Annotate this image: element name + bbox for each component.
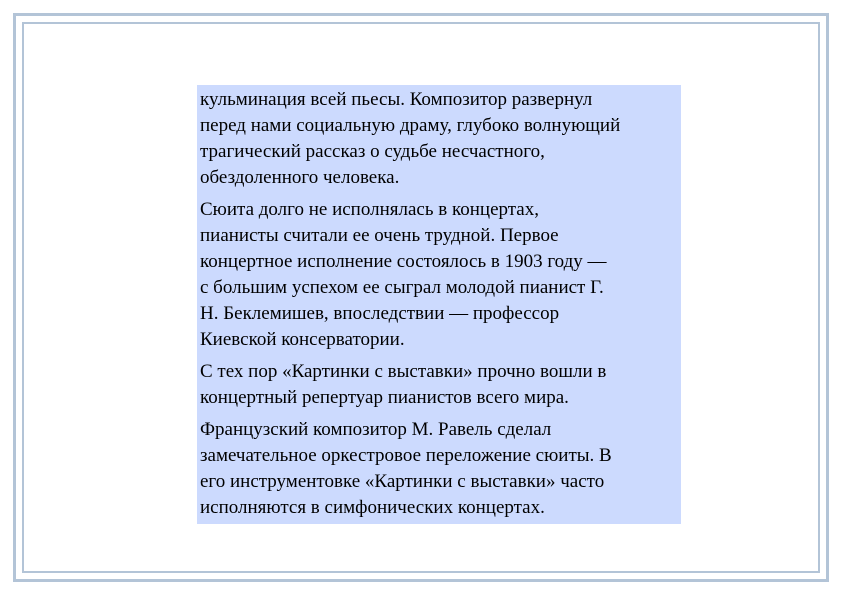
text-line: трагический рассказ о судьбе несчастного, [200,141,545,162]
text-line: Сюита долго не исполнялась в концертах, [200,199,539,220]
text-line: Н. Беклемишев, впоследствии — профессор [200,303,560,324]
text-line: Французский композитор М. Равель сделал [200,419,552,440]
text-line: с большим успехом ее сыграл молодой пианист Г. [200,277,604,298]
text-line: перед нами социальную драму, глубоко волнующий [200,115,621,136]
text-line: Киевской консерватории. [200,329,405,350]
text-line: концертный репертуар пианистов всего мира. [200,387,569,408]
text-line: концертное исполнение состоялось в 1903 году — [200,251,607,272]
text-line: замечательное оркестровое переложение сюиты. В [200,445,612,466]
paragraph-1 [200,87,681,191]
text-line: пианисты считали ее очень трудной. Первое [200,225,559,246]
paragraph-4 [200,417,681,521]
text-block [197,85,681,524]
text-line: обездоленного человека. [200,167,400,188]
text-line: исполняются в симфонических концертах. [200,497,545,518]
text-line: кульминация всей пьесы. Композитор развернул [200,89,593,110]
text-line: С тех пор «Картинки с выставки» прочно вошли в [200,361,607,382]
text-line: его инструментовке «Картинки с выставки» часто [200,471,605,492]
paragraph-3 [200,359,681,411]
paragraph-2 [200,197,681,353]
